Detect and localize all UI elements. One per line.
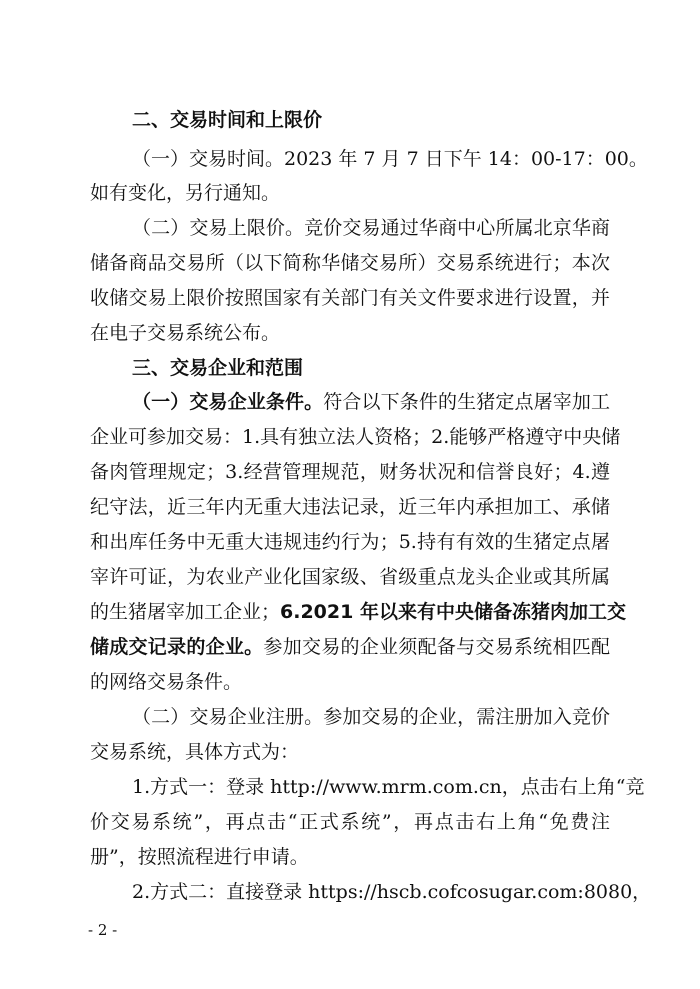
paragraph-line: 价交易系统”，再点击“正式系统”，再点击右上角“免费注	[90, 811, 610, 833]
paragraph-line: 1.方式一：登录 http://www.mrm.com.cn，点击右上角“竞	[132, 776, 645, 798]
paragraph-line: 企业可参加交易：1.具有独立法人资格；2.能够严格遵守中央储	[90, 426, 621, 448]
paragraph-line: 纪守法，近三年内无重大违法记录，近三年内承担加工、承储	[90, 496, 610, 518]
section-heading-trading-time: 二、交易时间和上限价	[132, 109, 323, 131]
bold-run: 储成交记录的企业。	[90, 636, 264, 658]
paragraph-line: 储备商品交易所（以下简称华储交易所）交易系统进行；本次	[90, 252, 610, 274]
paragraph-line: 宰许可证，为农业产业化国家级、省级重点龙头企业或其所属	[90, 566, 610, 588]
text-run: 参加交易的企业须配备与交易系统相匹配	[263, 636, 610, 658]
paragraph-line: 册”，按照流程进行申请。	[90, 846, 309, 868]
paragraph-line: 和出库任务中无重大违规违约行为；5.持有有效的生猪定点屠	[90, 531, 610, 553]
paragraph-line: 在电子交易系统公布。	[90, 322, 281, 344]
paragraph-line	[132, 390, 610, 414]
paragraph-line: 如有变化，另行通知。	[90, 182, 281, 204]
section-heading-enterprises: 三、交易企业和范围	[132, 357, 304, 379]
paragraph-line: 备肉管理规定；3.经营管理规范，财务状况和信誉良好；4.遵	[90, 461, 610, 483]
page-number: - 2 -	[88, 921, 118, 939]
text-run: 符合以下条件的生猪定点屠宰加工	[323, 391, 610, 413]
paragraph-line: 收储交易上限价按照国家有关部门有关文件要求进行设置，并	[90, 287, 610, 309]
paragraph-line	[90, 635, 610, 659]
bold-run: 6.2021 年以来有中央储备冻猪肉加工交	[280, 601, 626, 623]
paragraph-line	[90, 600, 626, 624]
text-run: 的生猪屠宰加工企业；	[90, 601, 281, 623]
paragraph-line: 交易系统，具体方式为：	[90, 741, 300, 763]
paragraph-line: （二）交易企业注册。参加交易的企业，需注册加入竞价	[132, 706, 610, 728]
bold-lead: （一）交易企业条件。	[132, 391, 324, 413]
paragraph-line: 2.方式二：直接登录 https://hscb.cofcosugar.com:8080，	[132, 881, 652, 903]
paragraph-line: 的网络交易条件。	[90, 671, 243, 693]
paragraph-line: （二）交易上限价。竞价交易通过华商中心所属北京华商	[132, 217, 610, 239]
paragraph-line: （一）交易时间。2023 年 7 月 7 日下午 14：00-17：00。	[132, 148, 648, 170]
